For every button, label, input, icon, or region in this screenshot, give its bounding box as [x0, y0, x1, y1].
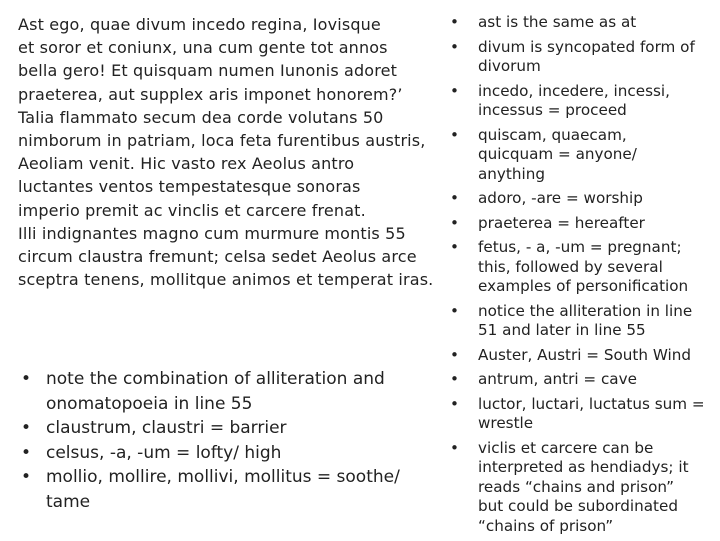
bullet-icon: •	[450, 125, 459, 144]
note-line: mollio, mollire, mollivi, mollitus = soothe/	[46, 467, 400, 487]
latin-line: sceptra tenens, mollitque animos et temperat iras.	[18, 270, 434, 290]
note-line: fetus, - a, -um = pregnant;	[478, 238, 682, 256]
latin-line: nimborum in patriam, loca feta furentibus austris,	[18, 131, 426, 151]
note-line: divum is syncopated form of	[478, 37, 695, 56]
note-item	[448, 214, 720, 234]
bullet-icon: •	[450, 13, 459, 31]
note-line: but could be subordinated	[478, 497, 678, 515]
note-line: 51 and later in line 55	[478, 321, 646, 339]
bullet-icon: •	[450, 37, 459, 56]
note-item	[448, 439, 720, 537]
note-item	[448, 302, 720, 341]
note-line: ast is the same as at	[478, 13, 637, 31]
bullet-icon: •	[450, 394, 459, 413]
note-line: notice the alliteration in line	[478, 301, 693, 320]
bullet-icon: •	[21, 442, 32, 463]
note-line: praeterea = hereafter	[478, 213, 645, 232]
bullet-icon: •	[21, 418, 32, 438]
bullet-icon: •	[450, 345, 459, 364]
note-line: examples of personification	[478, 277, 689, 295]
note-line: luctor, luctari, luctatus sum =	[478, 394, 705, 413]
note-line: note the combination of alliteration and	[46, 369, 385, 389]
note-item	[18, 416, 428, 441]
note-line: Auster, Austri = South Wind	[478, 345, 691, 364]
note-line: this, followed by several	[478, 257, 663, 276]
note-item	[448, 395, 720, 434]
note-line: adoro, -are = worship	[478, 189, 643, 207]
right-notes-list	[448, 13, 720, 541]
bullet-icon: •	[450, 370, 459, 388]
note-line: quicquam = anyone/	[478, 145, 637, 163]
bullet-icon: •	[450, 438, 459, 457]
note-item	[448, 13, 720, 33]
note-line: incedo, incedere, incessi,	[478, 81, 670, 100]
note-item	[18, 441, 428, 466]
note-item	[448, 370, 720, 390]
note-item	[448, 38, 720, 77]
note-line: divorum	[478, 57, 541, 75]
note-line: wrestle	[478, 414, 534, 432]
note-item	[448, 189, 720, 209]
latin-line: bella gero! Et quisquam numen Iunonis adoret	[18, 61, 398, 81]
note-item	[448, 346, 720, 366]
note-line: tame	[46, 491, 91, 512]
note-line: interpreted as hendiadys; it	[478, 458, 689, 476]
note-item	[18, 465, 428, 514]
latin-passage	[18, 13, 438, 291]
note-line: onomatopoeia in line 55	[46, 393, 253, 414]
note-line: “chains of prison”	[478, 516, 614, 535]
note-item	[448, 238, 720, 297]
bullet-icon: •	[450, 301, 459, 320]
latin-line: Talia flammato secum dea corde volutans 50	[18, 107, 384, 127]
left-notes-list	[18, 367, 428, 514]
note-line: incessus = proceed	[478, 101, 627, 119]
note-line: reads “chains and prison”	[478, 477, 675, 496]
bullet-icon: •	[450, 81, 459, 100]
bullet-icon: •	[450, 213, 459, 232]
note-item	[448, 82, 720, 121]
note-line: quiscam, quaecam,	[478, 125, 627, 144]
bullet-icon: •	[21, 369, 32, 389]
bullet-icon: •	[21, 467, 32, 487]
latin-line: Aeoliam venit. Hic vasto rex Aeolus antro	[18, 154, 355, 174]
latin-line: Illi indignantes magno cum murmure montis 55	[18, 223, 406, 243]
note-line: claustrum, claustri = barrier	[46, 418, 287, 438]
note-item	[448, 126, 720, 185]
note-item	[18, 367, 428, 416]
latin-line: et soror et coniunx, una cum gente tot annos	[18, 38, 388, 58]
bullet-icon: •	[450, 189, 459, 207]
latin-line: praeterea, aut supplex aris imponet honorem?’	[18, 84, 403, 104]
note-line: viclis et carcere can be	[478, 438, 654, 457]
latin-line: Ast ego, quae divum incedo regina, Iovisque	[18, 15, 381, 34]
note-line: antrum, antri = cave	[478, 370, 637, 388]
latin-line: circum claustra fremunt; celsa sedet Aeolus arce	[18, 247, 417, 267]
note-line: celsus, -a, -um = lofty/ high	[46, 442, 282, 463]
latin-line: imperio premit ac vinclis et carcere frenat.	[18, 200, 366, 220]
note-line: anything	[478, 164, 545, 183]
bullet-icon: •	[450, 238, 459, 256]
latin-line: luctantes ventos tempestatesque sonoras	[18, 177, 361, 197]
